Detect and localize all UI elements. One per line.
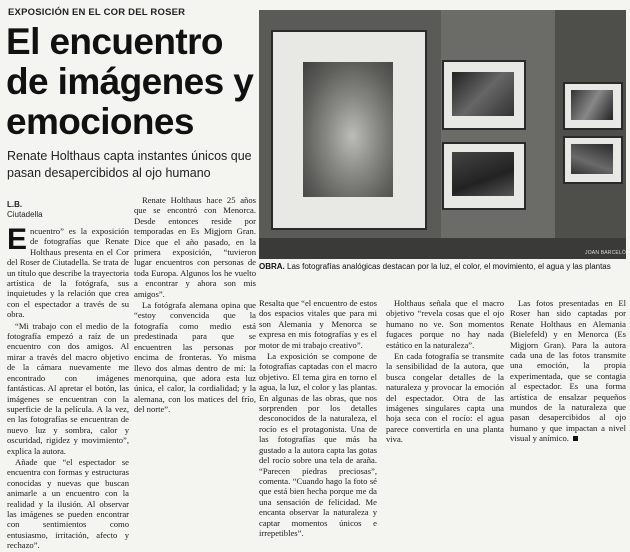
frame-bottom-right-image <box>571 144 613 174</box>
caption-label: OBRA. <box>259 262 285 271</box>
body-paragraph: Holthaus señala que el macro objetivo “revela cosas que el ojo humano no ve. Son momentos fugaces porque no hay nada estático en la naturaleza”. <box>386 298 504 350</box>
body-column-5 <box>510 298 626 445</box>
photo-floor-shadow <box>259 238 626 259</box>
photo-caption <box>259 262 626 272</box>
body-paragraph: La exposición se compone de fotografías captadas con el macro objetivo. El tema gira en torno el agua, la luz, el color y las plantas. En algunas de las obras, que nos sorprenden por los detalles desconocidos de la naturaleza, el rocío es el protagonista. Una de las fotografías que más ha gustado a la autora capta las gotas del rocío sobre una tela de araña. “Parecen piedras preciosas”, comenta. “Cuando hago la foto sé que está bien hecha porque me da una sensación de felicidad. Me encanta observar la naturaleza y captar momentos únicos e irrepetibles”. <box>259 351 377 538</box>
photo-wall-corner <box>555 10 626 259</box>
drop-cap: E <box>7 223 28 256</box>
frame-top-middle <box>442 60 526 130</box>
exhibition-photo <box>259 10 626 259</box>
frame-bottom-middle-image <box>452 152 514 196</box>
body-paragraph: La fotógrafa alemana opina que “estoy convencida que la fotografía como medio está predestinada para que se encuentren las personas por encima de fronteras. Yo misma llevo dos almas dentro de mí: la menorquina, que adora esta luz única, el calor, la cordialidad; y la alemana, con los matices del frío, del norte”. <box>134 300 256 415</box>
section-kicker: EXPOSICIÓN EN EL COR DEL ROSER <box>8 7 186 18</box>
body-paragraph: Las fotos presentadas en El Roser han sido captadas por Renate Holthaus en Alemania (Bielefeld) y en Menorca (Es Migjorn Gran). Para la autora cada una de las fotos transmite una emoción, la propia experimentada, que se contagia al espectador. Es una forma artística de ensalzar pequeños mundos de la naturaleza que pasan desapercibidos al ojo humano y que impactan a nivel visual y anímico. <box>510 298 626 444</box>
body-column-2 <box>134 195 256 416</box>
body-paragraph: Encuentro” es la exposición de fotografías que Renate Holthaus presenta en el Cor del Roser de Ciutadella. Se trata de un título que describe la trayectoria artística de la fotógrafa, sus inquietudes y la relación que crea con el espectador a través de su obra. <box>7 223 129 320</box>
frame-bottom-middle <box>442 142 526 210</box>
large-frame <box>271 30 427 230</box>
byline-location: Ciutadella <box>7 210 43 219</box>
caption-text: Las fotografías analógicas destacan por la luz, el color, el movimiento, el agua y las plantas <box>287 262 611 271</box>
end-mark <box>573 436 578 441</box>
byline-author: L.B. <box>7 200 23 209</box>
headline: El encuentro de imágenes y emociones <box>6 21 254 142</box>
body-column-4 <box>386 298 504 446</box>
frame-top-right-image <box>571 90 613 120</box>
body-column-1 <box>7 223 129 552</box>
frame-bottom-right <box>563 136 623 184</box>
body-paragraph: Añade que “el espectador se encuentra con formas y estructuras conocidas y nuevas que buscan animarle a un encuentro con la realidad y la ilusión. Al observar las imágenes se pueden encontrar con sentimientos como entusiasmo, irritación, afecto y rechazo”. <box>7 456 129 551</box>
body-paragraph: En cada fotografía se transmite la sensibilidad de la autora, que busca congelar detalles de la naturaleza y provocar la emoción del espectador. Otra de las imágenes singulares capta una hoja seca con el rocío: el agua parece convertirla en una planta viva. <box>386 351 504 445</box>
body-column-3 <box>259 298 377 539</box>
byline <box>7 200 43 220</box>
photo-credit: JOAN BARCELÓ <box>585 250 627 256</box>
body-paragraph: Resalta que “el encuentro de estos dos espacios vitales que para mi son Alemania y Menorca se expresa en mis fotografías y es el motor de mi trabajo creativo”. <box>259 298 377 350</box>
frame-top-right <box>563 82 623 130</box>
body-paragraph: Renate Holthaus hace 25 años que se encontró con Menorca. Desde entonces reside por temporadas en Es Migjorn Gran. Dice que el año pasado, en la primera exposición, “tuvieron lugar encuentros con personas de toda Europa. Algunos los he vuelto a encontrar y ahora son mis amigos”. <box>134 195 256 299</box>
frame-top-middle-image <box>452 72 514 116</box>
large-frame-image <box>303 62 393 197</box>
body-paragraph: “Mi trabajo con el medio de la fotografía empezó a raíz de un encuentro con dos amigos. Al mirar a través del macro objetivo de la cámara nuevamente me encontrado con imágenes fantásticas. Al apretar el botón, las imágenes se encuentran con la superficie de la película. A la vez, en las fotografías se encuentran de nuevo luz y sombra, calor y oscuridad, rigidez y movimiento”, explica la autora. <box>7 320 129 456</box>
subheadline: Renate Holthaus capta instantes únicos que pasan desapercibidos al ojo humano <box>7 149 252 180</box>
